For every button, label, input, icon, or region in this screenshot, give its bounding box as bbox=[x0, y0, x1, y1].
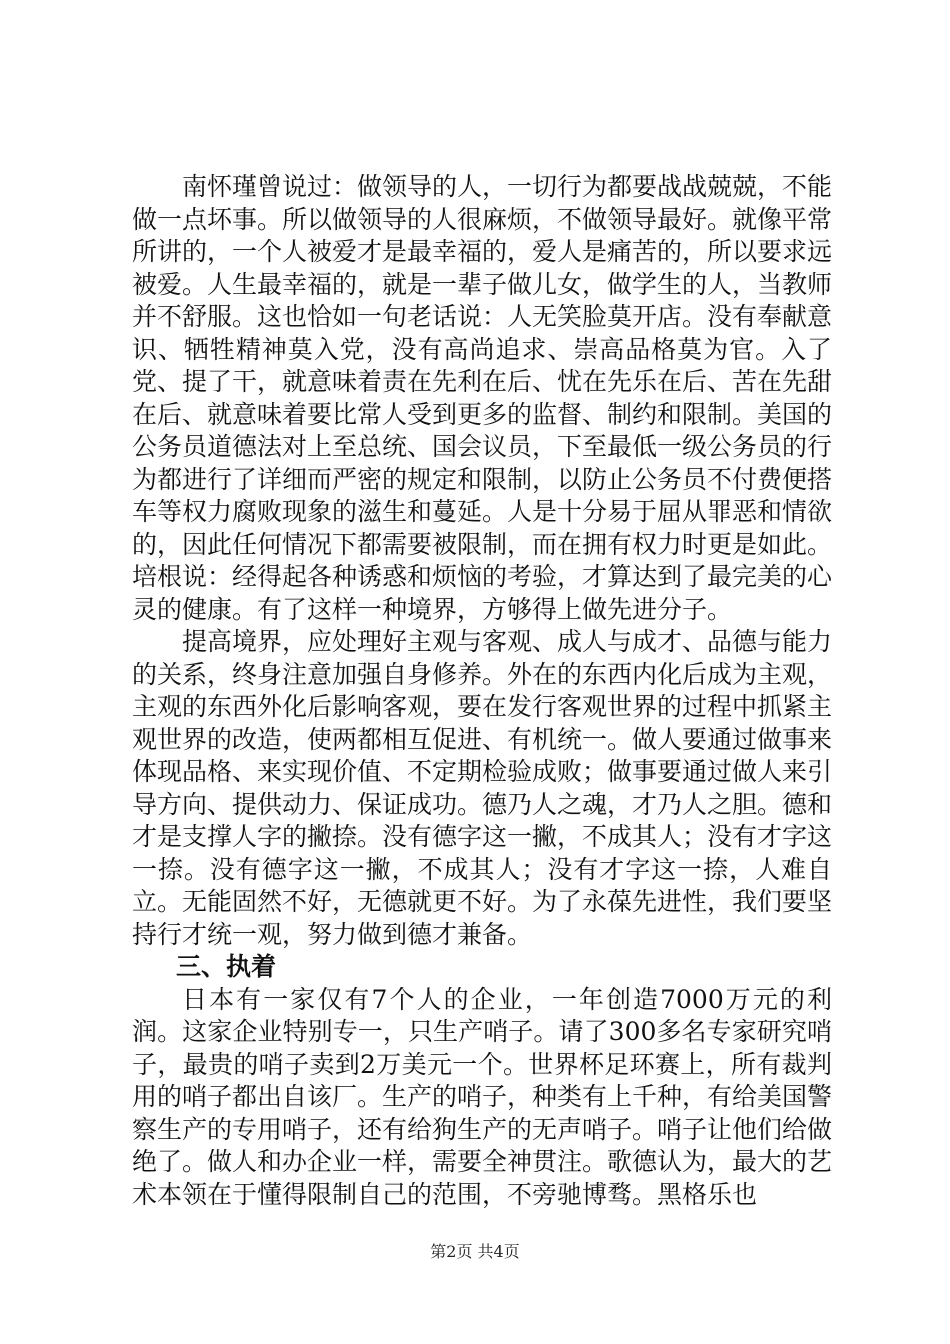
section-heading-persistence: 三、执着 bbox=[176, 952, 277, 981]
document-body bbox=[132, 171, 832, 1211]
page-number-footer: 第2页 共4页 bbox=[430, 1242, 520, 1261]
paragraph-whistle-company: 日本有一家仅有7个人的企业，一年创造7000万元的利润。这家企业特别专一，只生产哨子。请了300多名专家研究哨子，最贵的哨子卖到2万美元一个。世界杯足环赛上，所有裁判用的哨子都出自该厂。生产的哨子，种类有上千种，有给美国警察生产的专用哨子，还有给狗生产的无声哨子。哨子让他们给做绝了。做人和办企业一样，需要全神贯注。歌德认为，最大的艺术本领在于懂得限制自己的范围，不旁驰博骛。黑格乐也 bbox=[132, 984, 833, 1209]
paragraph-virtue-and-talent: 提高境界，应处理好主观与客观、成人与成才、品德与能力的关系，终身注意加强自身修养。外在的东西内化后成为主观，主观的东西外化后影响客观，要在发行客观世界的过程中抓紧主观世界的改造，使两都相互促进、有机统一。做人要通过做事来体现品格、来实现价值、不定期检验成败；做事要通过做人来引导方向、提供动力、保证成功。德乃人之魂，才乃人之胆。德和才是支撑人字的撇捺。没有德字这一撇，不成其人；没有才字这一捺。没有德字这一撇，不成其人；没有才字这一捺，人难自立。无能固然不好，无德就更不好。为了永葆先进性，我们要坚持行才统一观，努力做到德才兼备。 bbox=[132, 627, 833, 949]
paragraph-leaders-restraint: 南怀瑾曾说过：做领导的人，一切行为都要战战兢兢，不能做一点坏事。所以做领导的人很麻烦，不做领导最好。就像平常所讲的，一个人被爱才是最幸福的，爱人是痛苦的，所以要求远被爱。人生最幸福的，就是一辈子做儿女，做学生的人，当教师并不舒服。这也恰如一句老话说：人无笑脸莫开店。没有奉献意识、牺牲精神莫入党，没有高尚追求、崇高品格莫为官。入了党、提了干，就意味着责在先利在后、忧在先乐在后、苦在先甜在后、就意味着要比常人受到更多的监督、制约和限制。美国的公务员道德法对上至总统、国会议员，下至最低一级公务员的行为都进行了详细而严密的规定和限制，以防止公务员不付费便搭车等权力腐败现象的滋生和蔓延。人是十分易于屈从罪恶和情欲的，因此任何情况下都需要被限制，而在拥有权力时更是如此。培根说：经得起各种诱惑和烦恼的考验，才算达到了最完美的心灵的健康。有了这样一种境界，方够得上做先进分子。 bbox=[132, 172, 833, 624]
